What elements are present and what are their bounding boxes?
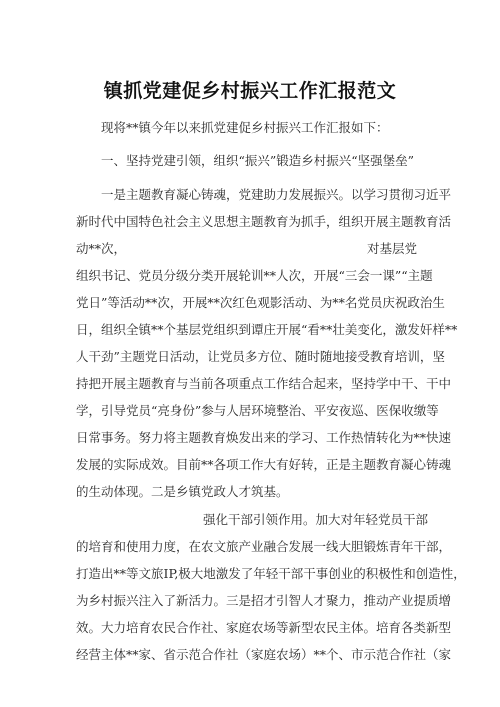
paragraph-line: 学，引导党员“亮身份”参与人居环境整治、平安夜巡、医保收缴等 [76,403,439,418]
paragraph-line: 日，组织全镇**个基层党组织到谭庄开展“看**壮美变化，激发奸样** [76,322,458,337]
paragraph-line: 持把开展主题教育与当前各项重点工作结合起来，坚持学中干、干中 [76,376,452,391]
section-heading: 一、坚持党建引领，组织“振兴”锻造乡村振兴“坚强堡垒” [101,153,415,168]
paragraph-line: 人干劲”主题党日活动，让党员多方位、随时随地接受教育培训，坚 [76,349,445,364]
paragraph-line: 新时代中国特色社会主义思想主题教育为抓手，组织开展主题教育活 [76,214,452,229]
paragraph-line: 组织书记、党员分级分类开展轮训**人次，开展“三会一课”“主题 [76,268,433,283]
paragraph-line: 动**次， [76,241,127,256]
paragraph-line: 党日”等活动**次，开展**次红色观影活动、为**名党员庆祝政治生 [76,295,445,310]
paragraph-line: 打造出**等文旅IP,极大地激发了年轻干部干事创业的积极性和创造性， [76,566,466,581]
paragraph-line: 的生动体现。二是乡镇党政人才筑基。 [76,484,289,499]
paragraph-line: 效。大力培育农民合作社、家庭农场等新型农民主体。培育各类新型 [76,620,452,635]
paragraph-line: 发展的实际成效。目前**各项工作大有好转，正是主题教育凝心铸魂 [76,457,452,472]
paragraph-line: 强化干部引领作用。加大对年轻党员干部 [203,512,429,527]
paragraph-line: 一是主题教育凝心铸魂，党建助力发展振兴。以学习贯彻习近平 [101,187,452,202]
paragraph-line: 为乡村振兴注入了新活力。三是招才引智人才聚力，推动产业提质增 [76,593,452,608]
paragraph-line: 的培育和使用力度，在农文旅产业融合发展一线大胆锻炼青年干部， [76,539,452,554]
document-title: 镇抓党建促乡村振兴工作汇报范文 [103,80,397,102]
paragraph-line: 经营主体**家、省示范合作社（家庭农场）**个、市示范合作社（家 [76,647,452,662]
paragraph-line: 现将**镇今年以来抓党建促乡村振兴工作汇报如下： [101,120,389,135]
paragraph-line: 日常事务。努力将主题教育焕发出来的学习、工作热情转化为**快速 [76,430,452,445]
paragraph-line: 对基层党 [367,241,418,256]
